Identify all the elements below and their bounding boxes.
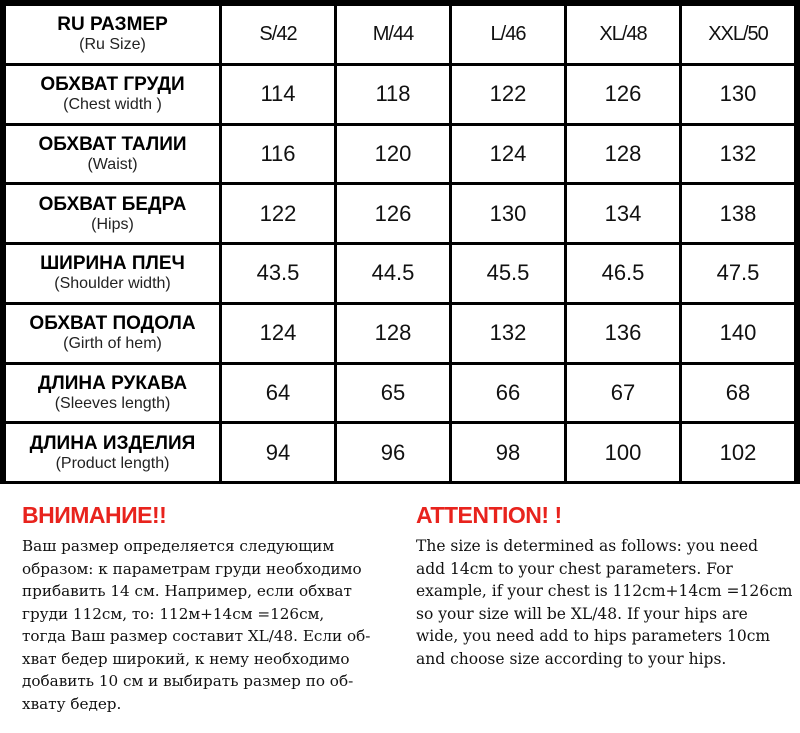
- measurement-value: 43.5: [256, 260, 300, 286]
- measurement-value: 124: [489, 140, 527, 166]
- measurement-value-cell: [681, 184, 796, 244]
- attention-body-ru: Ваш размер определяется следующим образом: к параметрам груди необходимо прибавить 14 см. Например, если обхват груди 112cм, то: 112м+14см =126cм, тогда Ваш размер составит XL/48. Если об- хват бедер широкий, к нему необходимо добавить 10 см и выбирать размер по об- хвату бедер.: [22, 537, 371, 713]
- measurement-value: 65: [380, 379, 406, 405]
- size-header: [221, 5, 336, 65]
- size-header-label: S/42: [259, 22, 297, 45]
- measurement-label-cell: [5, 244, 221, 304]
- attention-note-en: [416, 500, 800, 670]
- size-table: [3, 3, 797, 484]
- measurement-value: 130: [489, 200, 527, 226]
- measurement-label-en: (Product length): [55, 454, 170, 472]
- table-row: [5, 423, 796, 483]
- measurement-value: 134: [604, 200, 642, 226]
- table-row: [5, 124, 796, 184]
- measurement-label-en: (Chest width ): [63, 96, 162, 114]
- measurement-label-cell: [5, 64, 221, 124]
- header-label-ru: RU РАЗМЕР: [57, 14, 168, 36]
- measurement-value: 45.5: [486, 260, 530, 286]
- measurement-value: 94: [265, 439, 291, 465]
- measurement-value: 100: [604, 439, 642, 465]
- measurement-value-cell: [681, 303, 796, 363]
- measurement-label-ru: ОБХВАТ ТАЛИИ: [38, 133, 187, 155]
- table-row: [5, 363, 796, 423]
- measurement-value-cell: [451, 184, 566, 244]
- header-label-cell: [5, 5, 221, 65]
- measurement-value: 122: [259, 200, 297, 226]
- measurement-value-cell: [221, 184, 336, 244]
- measurement-label-ru: ОБХВАТ БЕДРА: [38, 193, 187, 215]
- measurement-value-cell: [566, 303, 681, 363]
- size-header: [566, 5, 681, 65]
- measurement-value-cell: [336, 124, 451, 184]
- measurement-value-cell: [566, 124, 681, 184]
- measurement-value: 114: [260, 81, 296, 107]
- measurement-value-cell: [221, 124, 336, 184]
- measurement-value: 102: [719, 439, 757, 465]
- measurement-label-ru: ОБХВАТ ПОДОЛА: [29, 313, 196, 335]
- table-row: [5, 303, 796, 363]
- size-header-label: XXL/50: [708, 22, 768, 45]
- measurement-value-cell: [336, 244, 451, 304]
- size-header-label: L/46: [490, 22, 526, 45]
- measurement-label-en: (Girth of hem): [63, 335, 162, 353]
- measurement-value-cell: [566, 244, 681, 304]
- measurement-value: 140: [719, 320, 757, 346]
- measurement-value-cell: [681, 64, 796, 124]
- measurement-value: 46.5: [601, 260, 645, 286]
- measurement-value: 96: [380, 439, 406, 465]
- header-row: [5, 5, 796, 65]
- measurement-label-ru: ДЛИНА ИЗДЕЛИЯ: [29, 432, 196, 454]
- measurement-label-en: (Waist): [87, 155, 138, 173]
- measurement-value: 126: [604, 81, 642, 107]
- measurement-value-cell: [451, 64, 566, 124]
- measurement-value: 116: [260, 140, 296, 166]
- measurement-label-en: (Hips): [91, 215, 134, 233]
- table-row: [5, 244, 796, 304]
- measurement-value: 126: [374, 200, 412, 226]
- size-header-label: M/44: [372, 22, 414, 45]
- measurement-label-en: (Shoulder width): [54, 275, 171, 293]
- measurement-label-cell: [5, 423, 221, 483]
- measurement-label-en: (Sleeves length): [54, 394, 171, 412]
- size-header: [681, 5, 796, 65]
- measurement-value-cell: [336, 64, 451, 124]
- size-header-label: XL/48: [599, 22, 647, 45]
- table-row: [5, 184, 796, 244]
- measurement-value-cell: [336, 303, 451, 363]
- measurement-value-cell: [336, 184, 451, 244]
- measurement-label-ru: ДЛИНА РУКАВА: [37, 372, 188, 394]
- measurement-value-cell: [681, 363, 796, 423]
- measurement-value-cell: [221, 244, 336, 304]
- measurement-label-ru: ОБХВАТ ГРУДИ: [40, 74, 185, 96]
- measurement-label-cell: [5, 124, 221, 184]
- measurement-label-ru: ШИРИНА ПЛЕЧ: [40, 253, 185, 275]
- measurement-value: 132: [489, 320, 527, 346]
- measurement-label-cell: [5, 184, 221, 244]
- measurement-label-cell: [5, 363, 221, 423]
- measurement-value-cell: [566, 184, 681, 244]
- attention-body-en: The size is determined as follows: you need add 14cm to your chest parameters. For example, if your chest is 112cm+14cm =126cm so your size will be XL/48. If your hips are wide, you need add to hips parameters 10cm and choose size according to your hips.: [416, 537, 793, 668]
- measurement-value-cell: [681, 423, 796, 483]
- measurement-value: 122: [489, 81, 527, 107]
- measurement-value: 118: [375, 81, 411, 107]
- header-label-en: (Ru Size): [79, 36, 146, 54]
- measurement-value-cell: [681, 244, 796, 304]
- measurement-value-cell: [221, 423, 336, 483]
- measurement-value-cell: [336, 363, 451, 423]
- measurement-value: 128: [604, 140, 642, 166]
- attention-title-ru: ВНИМАНИЕ!!: [22, 502, 167, 528]
- measurement-value-cell: [566, 64, 681, 124]
- measurement-value: 124: [259, 320, 297, 346]
- measurement-value-cell: [221, 303, 336, 363]
- size-header: [451, 5, 566, 65]
- measurement-value-cell: [566, 423, 681, 483]
- measurement-value: 64: [265, 379, 291, 405]
- measurement-value: 66: [495, 379, 521, 405]
- measurement-value: 138: [719, 200, 757, 226]
- measurement-value: 67: [610, 379, 636, 405]
- measurement-value: 120: [374, 140, 412, 166]
- attention-title-en: ATTENTION! !: [416, 502, 562, 528]
- measurement-value: 68: [725, 379, 751, 405]
- measurement-value-cell: [451, 363, 566, 423]
- measurement-value-cell: [221, 64, 336, 124]
- measurement-value-cell: [451, 244, 566, 304]
- measurement-value-cell: [451, 423, 566, 483]
- measurement-value: 130: [719, 81, 757, 107]
- measurement-value: 136: [604, 320, 642, 346]
- measurement-label-cell: [5, 303, 221, 363]
- table-row: [5, 64, 796, 124]
- size-header: [336, 5, 451, 65]
- measurement-value-cell: [451, 303, 566, 363]
- attention-note-ru: [22, 500, 398, 715]
- measurement-value: 44.5: [371, 260, 415, 286]
- measurement-value: 128: [374, 320, 412, 346]
- measurement-value-cell: [681, 124, 796, 184]
- measurement-value: 98: [495, 439, 521, 465]
- measurement-value: 47.5: [716, 260, 760, 286]
- measurement-value-cell: [336, 423, 451, 483]
- measurement-value: 132: [719, 140, 757, 166]
- measurement-value-cell: [566, 363, 681, 423]
- measurement-value-cell: [451, 124, 566, 184]
- measurement-value-cell: [221, 363, 336, 423]
